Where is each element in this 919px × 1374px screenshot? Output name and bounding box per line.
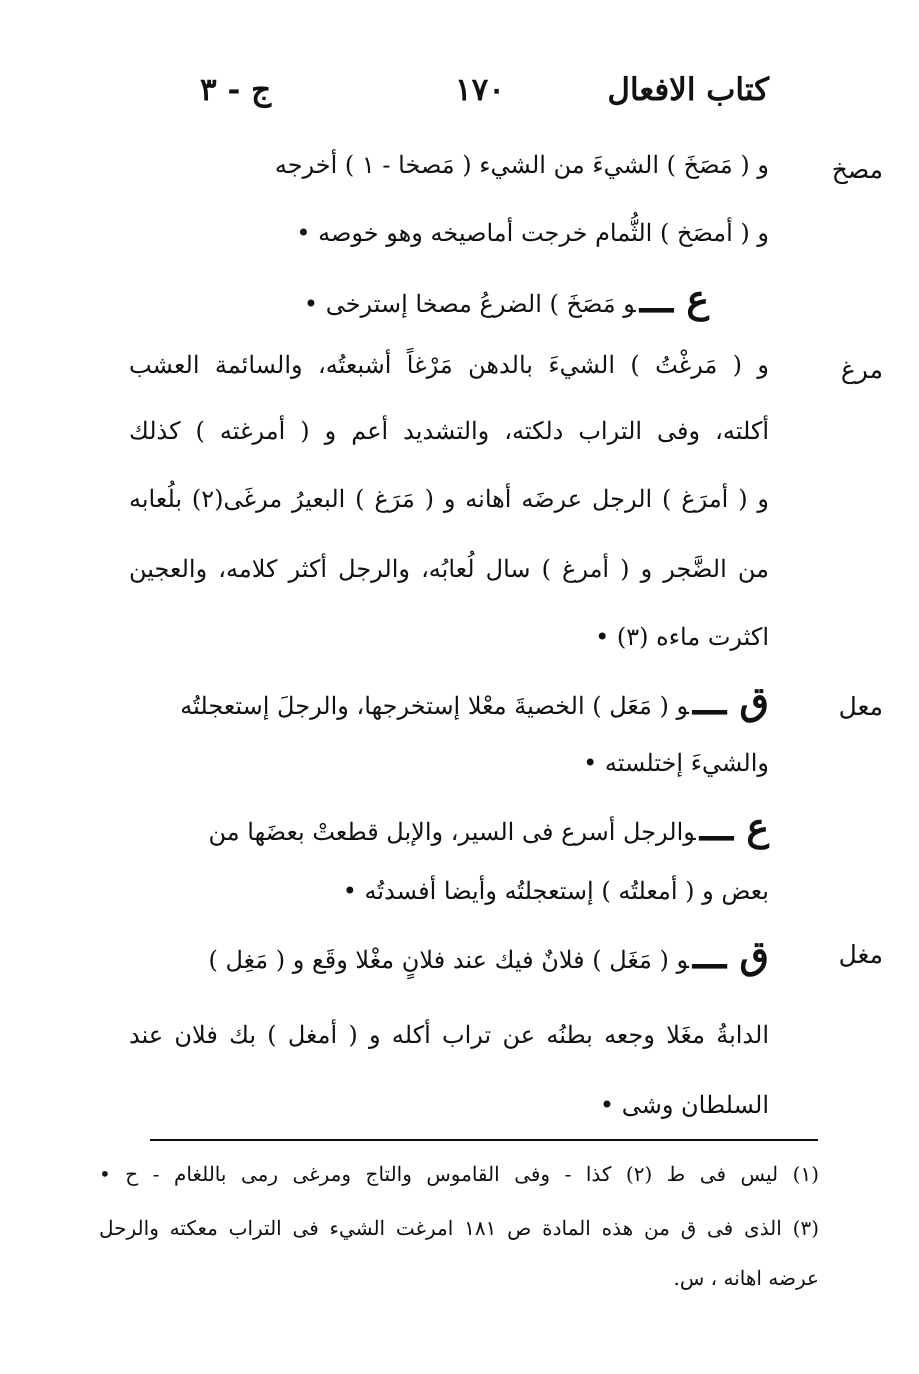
footnote-line: (١) ليس فى ط (٢) كذا - وفى القاموس والتاج ومرغى رمى باللغام - ح • — [99, 1162, 820, 1186]
text-line — [129, 802, 769, 852]
text-line: و ( مَصَخَ ) الشيءَ من الشيء ( مَصخا - ١ ) أخرجه — [274, 151, 769, 179]
page-header-title: كتاب الافعال — [607, 72, 769, 108]
footnote-line: عرضه اهانه ، س. — [673, 1266, 819, 1290]
text-line-content: و ( مَعَل ) الخصيةَ معْلا إستخرجها، والرجلَ إستعجلتُه — [180, 692, 689, 720]
source-mark-ain: ع ـــ — [639, 276, 709, 321]
text-line: و ( أمرَغ ) الرجل عرضَه أهانه و ( مَرَغ ) البعيرُ مرغَى(٢) بلُعابه — [129, 485, 769, 513]
text-line — [129, 274, 709, 324]
margin-root-mrgh: مرغ — [840, 355, 883, 384]
text-line-content: والرجل أسرع فى السير، والإبل قطعتْ بعضَها من — [208, 818, 696, 846]
text-line: و ( أمصَخ ) الثُّمام خرجت أماصيخه وهو خوصه • — [296, 219, 769, 247]
text-line: بعض و ( أمعلتُه ) إستعجلتُه وأيضا أفسدتُه • — [342, 877, 769, 905]
source-mark-ain: ع ـــ — [699, 804, 769, 849]
text-line: أكلته، وفى التراب دلكته، والتشديد أعم و ( أمرغته ) كذلك — [129, 417, 769, 445]
text-line: والشيءَ إختلسته • — [583, 749, 769, 777]
margin-root-mskh: مصخ — [831, 155, 883, 184]
source-mark-qaf: ق ـــ — [692, 678, 769, 723]
source-mark-qaf: ق ـــ — [692, 932, 769, 977]
footnote-separator — [150, 1139, 818, 1141]
text-line: الدابةُ مغَلا وجعه بطنُه عن تراب أكله و ( أمغل ) بك فلان عند — [129, 1021, 769, 1049]
margin-root-mghl: مغل — [838, 940, 883, 969]
text-line: السلطان وشى • — [599, 1091, 769, 1119]
text-line-content: و ( مَغَل ) فلانٌ فيك عند فلانٍ مغْلا وقَع و ( مَغِل ) — [208, 946, 689, 974]
margin-root-mal: معل — [838, 692, 883, 721]
text-line — [129, 930, 769, 980]
text-line: و ( مَرغْتُ ) الشيءَ بالدهن مَرْغاً أشبعتُه، والسائمة العشب — [129, 351, 769, 379]
page-number: ١٧٠ — [455, 72, 505, 108]
text-line: من الضَّجر و ( أمرغ ) سال لُعابُه، والرجل أكثر كلامه، والعجين — [129, 555, 769, 583]
text-line: اكثرت ماءه (٣) • — [595, 623, 769, 651]
text-line — [129, 676, 769, 726]
text-line-content: و مَصَخَ ) الضرعُ مصخا إسترخى • — [303, 290, 636, 318]
footnote-line: (٣) الذى فى ق من هذه المادة ص ١٨١ امرغت الشيء فى التراب معكته والرحل — [99, 1216, 820, 1240]
volume-number: ج - ٣ — [200, 72, 272, 108]
